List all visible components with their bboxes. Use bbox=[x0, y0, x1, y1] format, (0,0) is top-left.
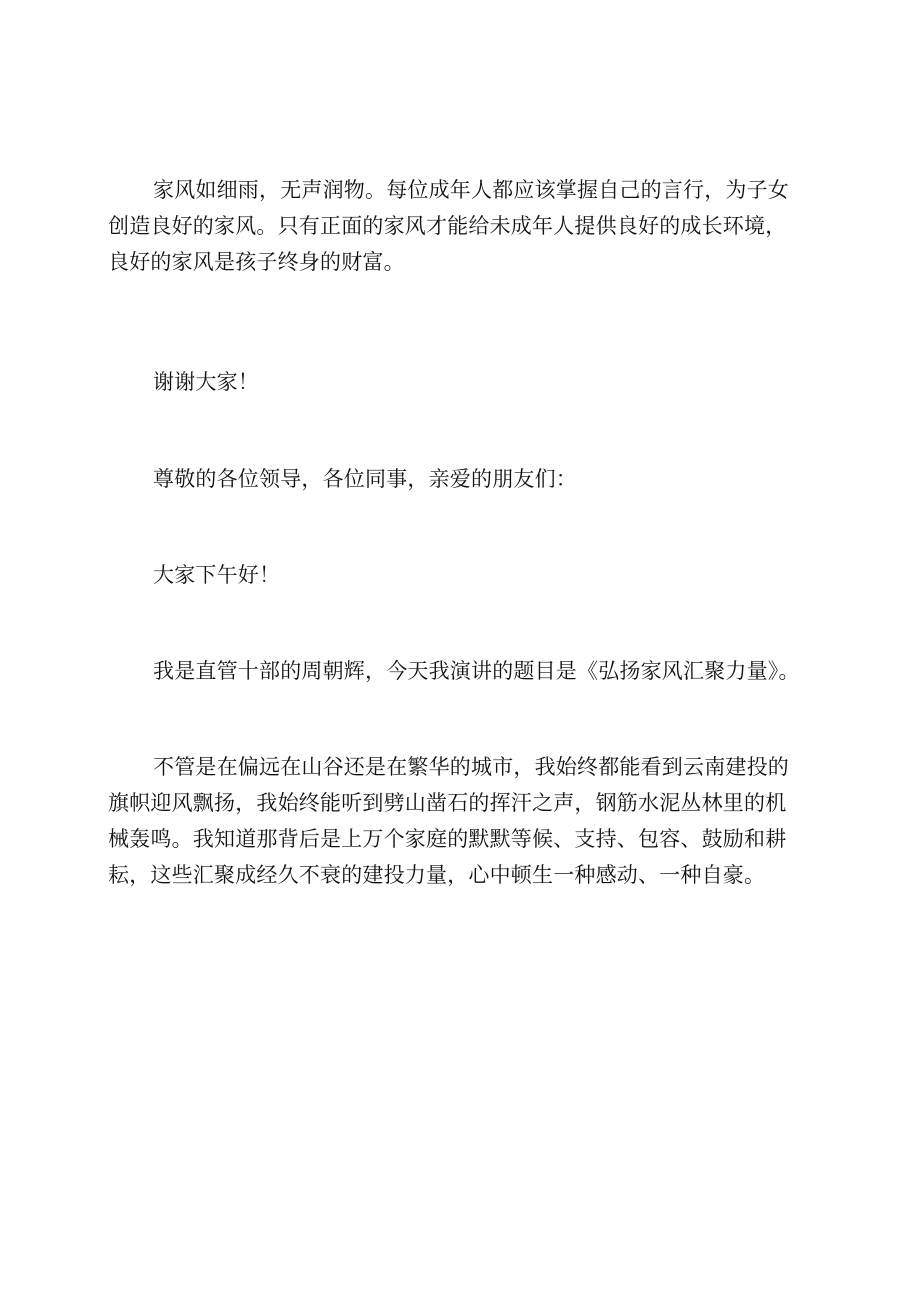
paragraph-thanks bbox=[108, 364, 820, 400]
text-line: 不管是在偏远在山谷还是在繁华的城市，我始终都能看到云南建投的 bbox=[153, 755, 789, 779]
text-line: 创造良好的家风。只有正面的家风才能给未成年人提供良好的成长环境， bbox=[108, 214, 787, 238]
paragraph-speech-title bbox=[108, 653, 820, 689]
paragraph-good-afternoon bbox=[108, 557, 820, 593]
text-line: 旗帜迎风飘扬，我始终能听到劈山凿石的挥汗之声，钢筋水泥丛林里的机 bbox=[108, 791, 787, 815]
text-line: 良好的家风是孩子终身的财富。 bbox=[108, 250, 405, 274]
paragraph-construction bbox=[108, 749, 820, 893]
text-line: 谢谢大家！ bbox=[153, 370, 259, 394]
text-line: 家风如细雨，无声润物。每位成年人都应该掌握自己的言行，为子女 bbox=[153, 178, 789, 202]
text-line: 耘，这些汇聚成经久不衰的建投力量，心中顿生一种感动、一种自豪。 bbox=[108, 863, 766, 887]
paragraph-family-style bbox=[108, 172, 820, 280]
text-line: 大家下午好！ bbox=[153, 563, 281, 587]
text-line: 尊敬的各位领导，各位同事，亲爱的朋友们： bbox=[153, 467, 577, 491]
paragraph-greeting-audience bbox=[108, 461, 820, 497]
text-line: 我是直管十部的周朝辉，今天我演讲的题目是《弘扬家风汇聚力量》。 bbox=[153, 659, 800, 683]
text-line: 械轰鸣。我知道那背后是上万个家庭的默默等候、支持、包容、鼓励和耕 bbox=[108, 827, 787, 851]
